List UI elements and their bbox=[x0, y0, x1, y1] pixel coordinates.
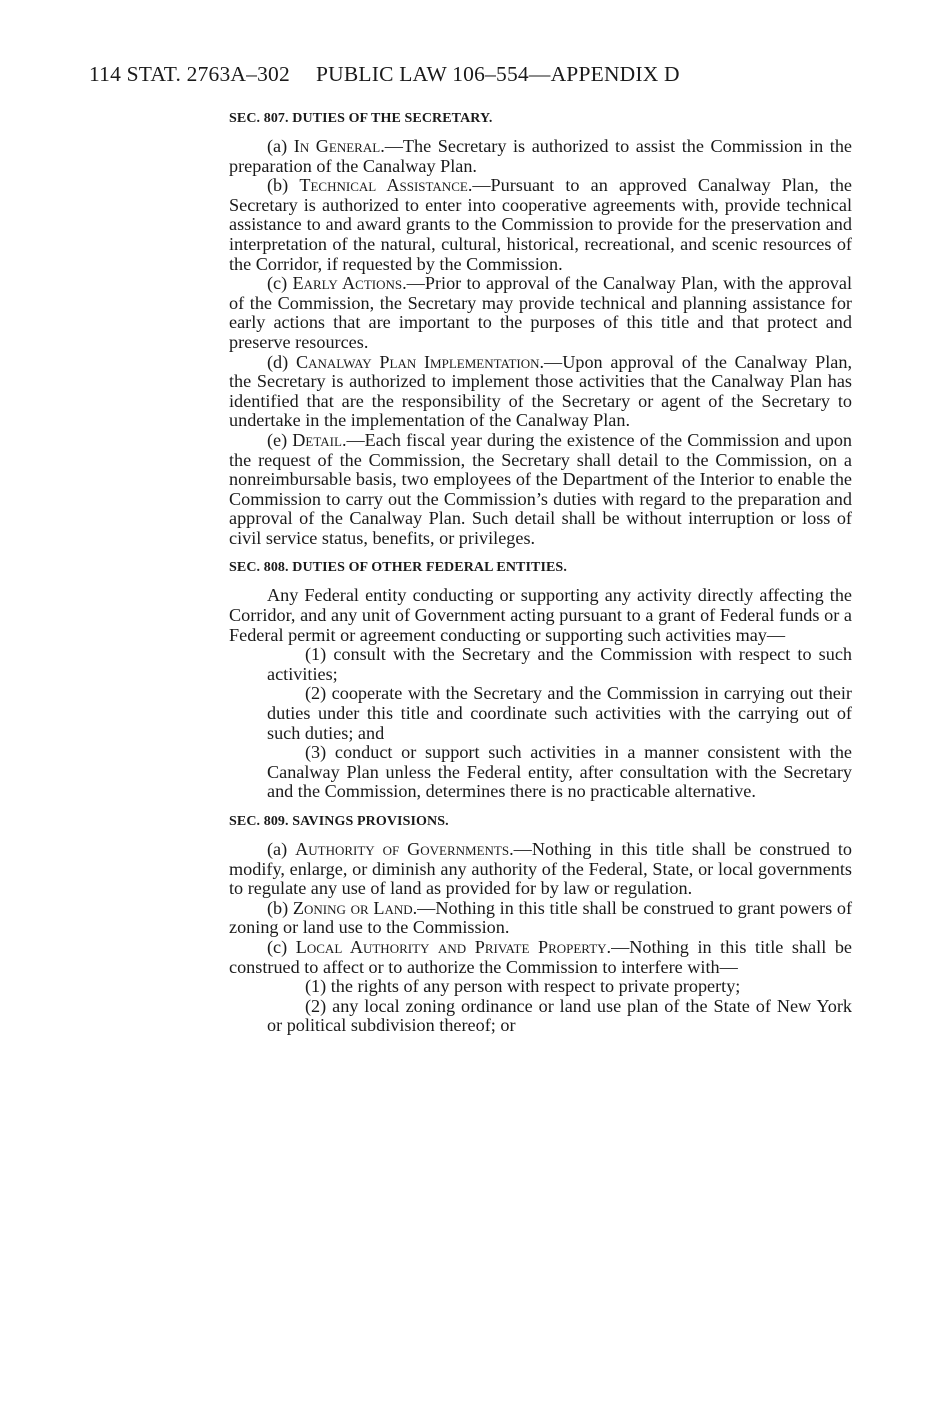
running-head bbox=[89, 62, 680, 87]
caption: Local Authority and Private Property bbox=[295, 936, 607, 957]
section-807-heading: SEC. 807. DUTIES OF THE SECRETARY. bbox=[229, 111, 493, 126]
section-808-heading: SEC. 808. DUTIES OF OTHER FEDERAL ENTITIES. bbox=[229, 560, 567, 576]
section-809-item-2: (2) any local zoning ordinance or land use plan of the State of New York or political subdivision thereof; or bbox=[267, 995, 852, 1036]
caption: Canalway Plan Implementation bbox=[295, 351, 540, 372]
caption: Zoning or Land bbox=[292, 897, 413, 918]
caption: Detail bbox=[292, 429, 342, 450]
caption: In General bbox=[293, 136, 381, 156]
section-809-item-1: (1) the rights of any person with respect to private property; bbox=[305, 976, 741, 997]
caption: Authority of Governments bbox=[295, 839, 510, 859]
section-807-c: (c) Early Actions.—Prior to approval of the Canalway Plan, with the approval of the Commission, the Secretary may provide technical and planning assistance for early actions that are important to the purposes of this title and that protect and preserve resources. bbox=[229, 273, 853, 352]
section-809-a: (a) Authority of Governments.—Nothing in this title shall be construed to modify, enlarge, or diminish any authority of the Federal, State, or local governments to regulate any use of land as provided for by law or regulation. bbox=[229, 839, 852, 899]
section-809-c: (c) Local Authority and Private Property.—Nothing in this title shall be construed to affect or to authorize the Commission to interfere with— bbox=[229, 936, 852, 977]
law-title: PUBLIC LAW 106–554—APPENDIX D bbox=[315, 62, 680, 86]
caption: Early Actions bbox=[292, 273, 403, 294]
section-808-item-1: (1) consult with the Secretary and the Commission with respect to such activities; bbox=[267, 644, 852, 684]
section-807-a: (a) In General.—The Secretary is authorized to assist the Commission in the preparation of the Canalway Plan. bbox=[229, 136, 852, 176]
section-807-e: (e) Detail.—Each fiscal year during the existence of the Commission and upon the request of the Commission, the Secretary shall detail to the Commission, on a nonreimbursable basis, two employees of the Department of the Interior to enable the Commission to carry out the Commission’s duties with regard to the preparation and approval of the Canalway Plan. Such detail shall be without interruption or loss of civil service status, benefits, or privileges. bbox=[229, 429, 853, 548]
section-808-intro: Any Federal entity conducting or supporting any activity directly affecting the Corridor, and any unit of Government acting pursuant to a grant of Federal funds or a Federal permit or agreement conducting or supporting such activities may— bbox=[229, 585, 852, 645]
section-807-d: (d) Canalway Plan Implementation.—Upon approval of the Canalway Plan, the Secretary is authorized to implement those activities that the Canalway Plan has identified that are the responsibility of the Secretary or agent of the Secretary to undertake in the implementation of the Canalway Plan. bbox=[229, 351, 852, 431]
section-808-item-3: (3) conduct or support such activities in a manner consistent with the Canalway Plan unless the Federal entity, after consultation with the Secretary and the Commission, determines there is no practicable alternative. bbox=[267, 742, 852, 802]
section-809-heading: SEC. 809. SAVINGS PROVISIONS. bbox=[229, 814, 449, 829]
document-body bbox=[229, 110, 852, 1036]
section-809-b: (b) Zoning or Land.—Nothing in this title shall be construed to grant powers of zoning or land use to the Commission. bbox=[229, 897, 853, 938]
statute-citation: 114 STAT. 2763A–302 bbox=[89, 62, 290, 86]
section-807-b: (b) Technical Assistance.—Pursuant to an approved Canalway Plan, the Secretary is authorized to enter into cooperative agreements with, provide technical assistance to and award grants to the Commission to provide for the preservation and interpretation of the natural, cultural, historical, recreational, and scenic resources of the Corridor, if requested by the Commission. bbox=[229, 175, 852, 274]
caption: Technical Assistance bbox=[299, 175, 468, 196]
section-808-item-2: (2) cooperate with the Secretary and the Commission in carrying out their duties under this title and coordinate such activities with the carrying out of such duties; and bbox=[267, 683, 852, 743]
